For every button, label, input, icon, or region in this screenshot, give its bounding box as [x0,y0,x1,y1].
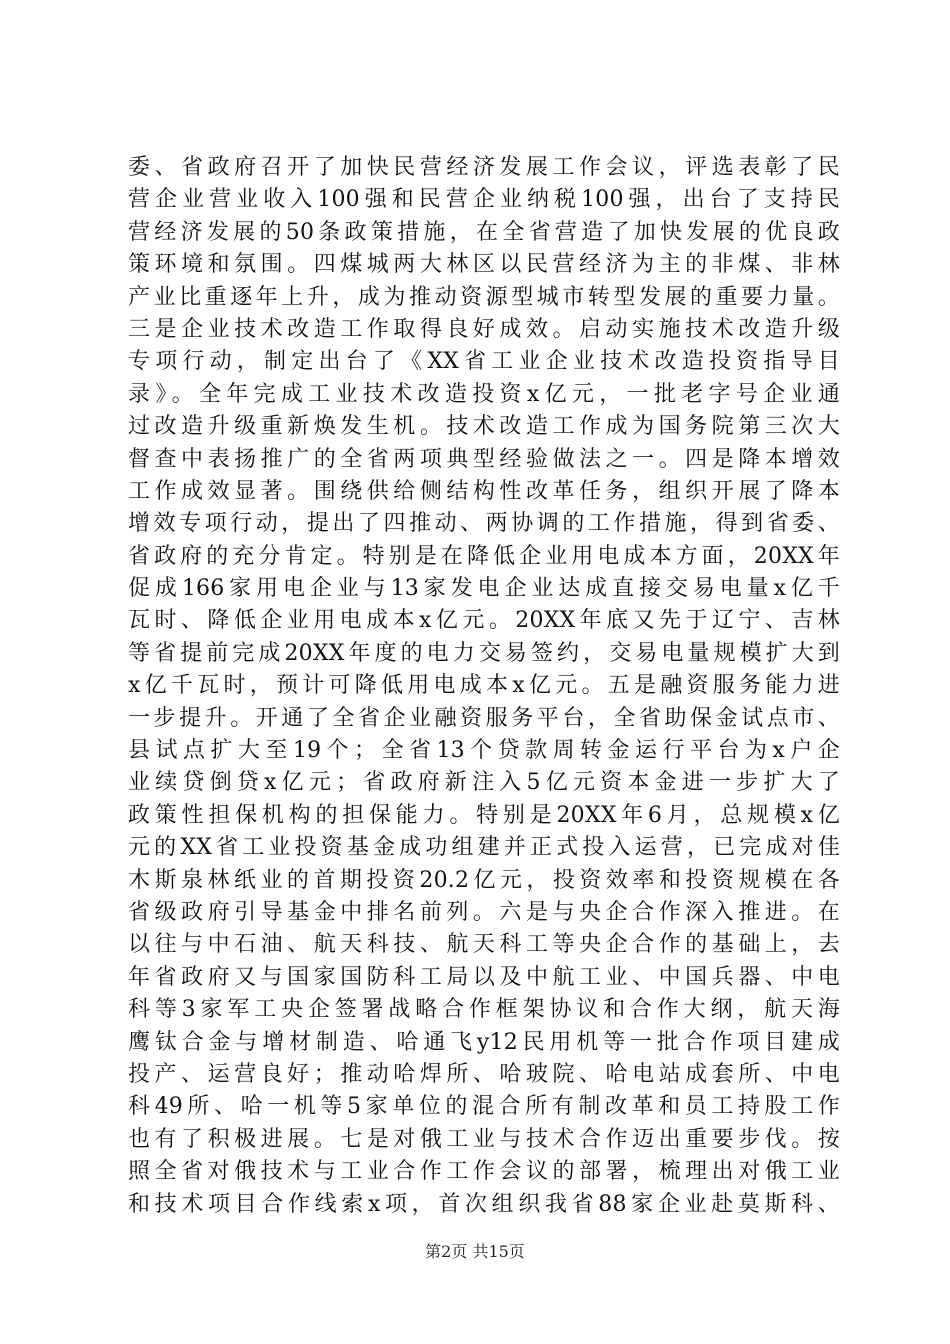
text-line-8: 录》。全年完成工业技术改造投资x亿元，一批老字号企业通 [128,381,840,407]
text-line-27: 科等3家军工央企签署战略合作框架协议和合作大纲，航天海 [128,997,840,1023]
text-line-9: 过改造升级重新焕发生机。技术改造工作成为国务院第三次大 [128,414,840,440]
text-line-19: 县试点扩大至19个；全省13个贷款周转金运行平台为x户企 [128,738,840,764]
text-line-13: 省政府的充分肯定。特别是在降低企业用电成本方面，20XX年 [128,543,840,569]
text-line-7: 专项行动，制定出台了《XX省工业企业技术改造投资指导目 [128,349,840,375]
text-line-33: 和技术项目合作线索x项，首次组织我省88家企业赴莫斯科、 [128,1191,840,1217]
text-line-5: 产业比重逐年上升，成为推动资源型城市转型发展的重要力量。 [128,284,840,310]
text-line-2: 营企业营业收入100强和民营企业纳税100强，出台了支持民 [128,187,840,213]
text-line-1: 委、省政府召开了加快民营经济发展工作会议，评选表彰了民 [128,155,840,180]
text-line-11: 工作成效显著。围绕供给侧结构性改革任务，组织开展了降本 [128,478,840,504]
text-line-24: 省级政府引导基金中排名前列。六是与央企合作深入推进。在 [128,899,840,925]
body-paragraph [128,152,840,1221]
text-line-17: x亿千瓦时，预计可降低用电成本x亿元。五是融资服务能力进 [128,673,840,699]
text-line-25: 以往与中石油、航天科技、航天科工等央企合作的基础上，去 [128,932,840,958]
text-line-3: 营经济发展的50条政策措施，在全省营造了加快发展的优良政 [128,219,840,245]
text-line-4: 策环境和氛围。四煤城两大林区以民营经济为主的非煤、非林 [128,252,840,278]
text-line-6: 三是企业技术改造工作取得良好成效。启动实施技术改造升级 [128,316,840,342]
text-line-28: 鹰钛合金与增材制造、哈通飞y12民用机等一批合作项目建成 [128,1029,840,1055]
text-line-18: 一步提升。开通了全省企业融资服务平台，全省助保金试点市、 [128,705,840,731]
text-line-14: 促成166家用电企业与13家发电企业达成直接交易电量x亿千 [128,576,840,602]
text-line-30: 科49所、哈一机等5家单位的混合所有制改革和员工持股工作 [128,1094,840,1120]
text-line-31: 也有了积极进展。七是对俄工业与技术合作迈出重要步伐。按 [128,1126,840,1152]
text-line-22: 元的XX省工业投资基金成功组建并正式投入运营，已完成对佳 [128,835,840,861]
text-line-10: 督查中表扬推广的全省两项典型经验做法之一。四是降本增效 [128,446,840,472]
text-line-23: 木斯泉林纸业的首期投资20.2亿元，投资效率和投资规模在各 [128,867,840,893]
text-line-12: 增效专项行动，提出了四推动、两协调的工作措施，得到省委、 [128,511,840,537]
text-line-16: 等省提前完成20XX年度的电力交易签约，交易电量规模扩大到 [128,640,840,666]
text-line-26: 年省政府又与国家国防科工局以及中航工业、中国兵器、中电 [128,964,840,990]
text-line-29: 投产、运营良好；推动哈焊所、哈玻院、哈电站成套所、中电 [128,1061,840,1087]
text-line-15: 瓦时、降低企业用电成本x亿元。20XX年底又先于辽宁、吉林 [128,608,840,634]
text-line-20: 业续贷倒贷x亿元；省政府新注入5亿元资本金进一步扩大了 [128,770,840,796]
page-number-footer: 第2页 共15页 [425,1242,525,1261]
text-line-32: 照全省对俄技术与工业合作工作会议的部署，梳理出对俄工业 [128,1159,840,1185]
text-line-21: 政策性担保机构的担保能力。特别是20XX年6月，总规模x亿 [128,802,840,828]
